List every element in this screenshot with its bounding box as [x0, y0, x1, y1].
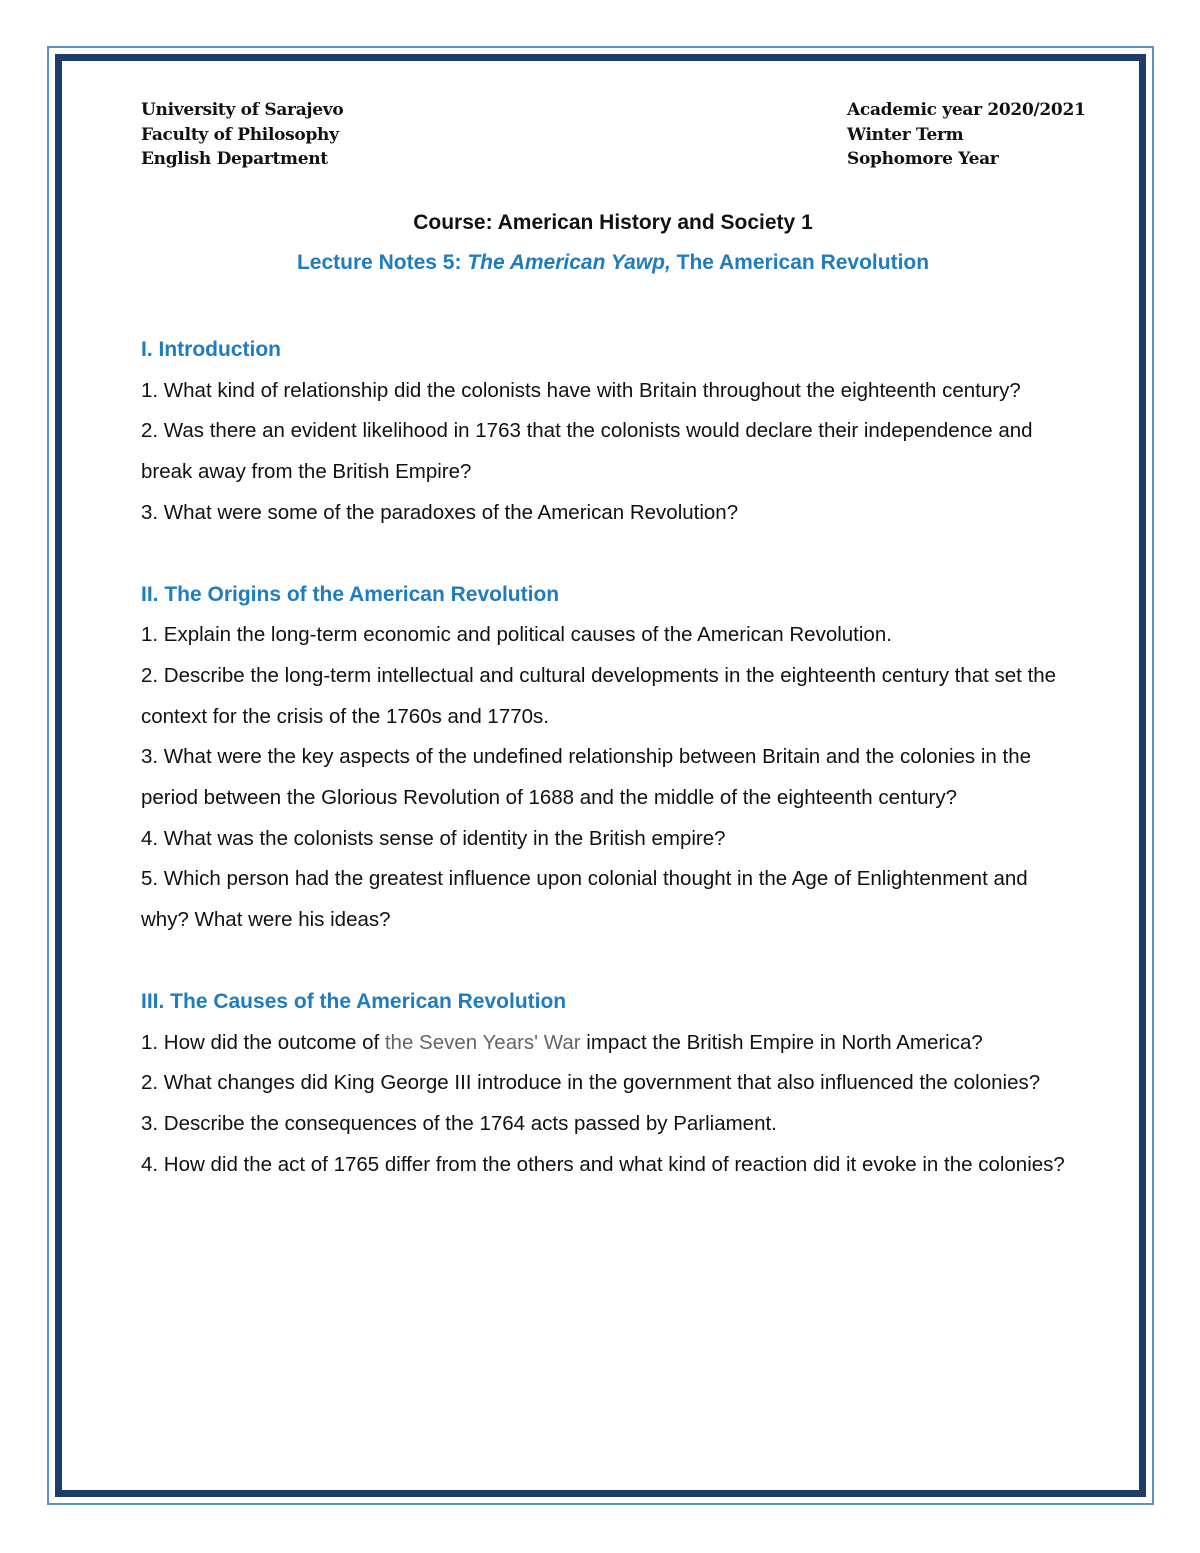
- section-heading: II. The Origins of the American Revolution: [141, 582, 560, 606]
- question-item: [141, 1023, 1081, 1064]
- lecture-content: [141, 330, 1081, 1185]
- lecture-topic: The American Revolution: [670, 251, 930, 274]
- lecture-prefix: Lecture Notes 5:: [296, 251, 468, 274]
- question-text: 1. How did the outcome of: [141, 1030, 385, 1054]
- section-heading: I. Introduction: [141, 338, 281, 361]
- question-item: 2. Describe the long-term intellectual and cultural developments in the eighteenth century that set the context for the crisis of the 1760s and 1770s.: [141, 663, 1057, 728]
- question-item: 4. How did the act of 1765 differ from the others and what kind of reaction did it evoke in the colonies?: [141, 1152, 1065, 1176]
- question-item: 3. What were some of the paradoxes of the American Revolution?: [141, 500, 739, 524]
- question-text: impact the British Empire in North America?: [580, 1030, 983, 1054]
- section-heading: III. The Causes of the American Revolution: [141, 989, 567, 1013]
- section-introduction: [141, 330, 1081, 534]
- question-item: 1. Explain the long-term economic and political causes of the American Revolution.: [141, 623, 892, 647]
- course-title: Course: American History and Society 1: [413, 211, 813, 234]
- academic-year: Academic year 2020/2021: [847, 100, 1086, 120]
- header-institution: [141, 98, 343, 172]
- term: Winter Term: [847, 124, 964, 145]
- section-origins: [141, 575, 1081, 941]
- section-causes: [141, 982, 1081, 1186]
- question-item: 5. Which person had the greatest influence upon colonial thought in the Age of Enlightenment and why? What were his ideas?: [141, 867, 1028, 932]
- university-name: University of Sarajevo: [141, 100, 344, 120]
- faculty-name: Faculty of Philosophy: [141, 124, 339, 145]
- question-highlight: the Seven Years' War: [384, 1030, 581, 1054]
- question-item: 3. What were the key aspects of the undefined relationship between Britain and the colonies in the period between the Glorious Revolution of 1688 and the middle of the eighteenth century?: [141, 745, 1032, 810]
- question-item: 1. What kind of relationship did the colonists have with Britain throughout the eighteenth century?: [141, 378, 1021, 402]
- department-name: English Department: [141, 149, 328, 169]
- lecture-title: [0, 251, 1200, 275]
- question-item: 3. Describe the consequences of the 1764 acts passed by Parliament.: [141, 1111, 777, 1135]
- question-item: 4. What was the colonists sense of identity in the British empire?: [141, 826, 726, 850]
- header-term-info: [847, 98, 1086, 172]
- question-item: 2. Was there an evident likelihood in 1763 that the colonists would declare their independence and break away from the British Empire?: [141, 419, 1033, 484]
- year-of-study: Sophomore Year: [847, 149, 999, 169]
- lecture-book-title: The American Yawp,: [467, 251, 671, 274]
- question-item: 2. What changes did King George III introduce in the government that also influenced the colonies?: [141, 1071, 1041, 1095]
